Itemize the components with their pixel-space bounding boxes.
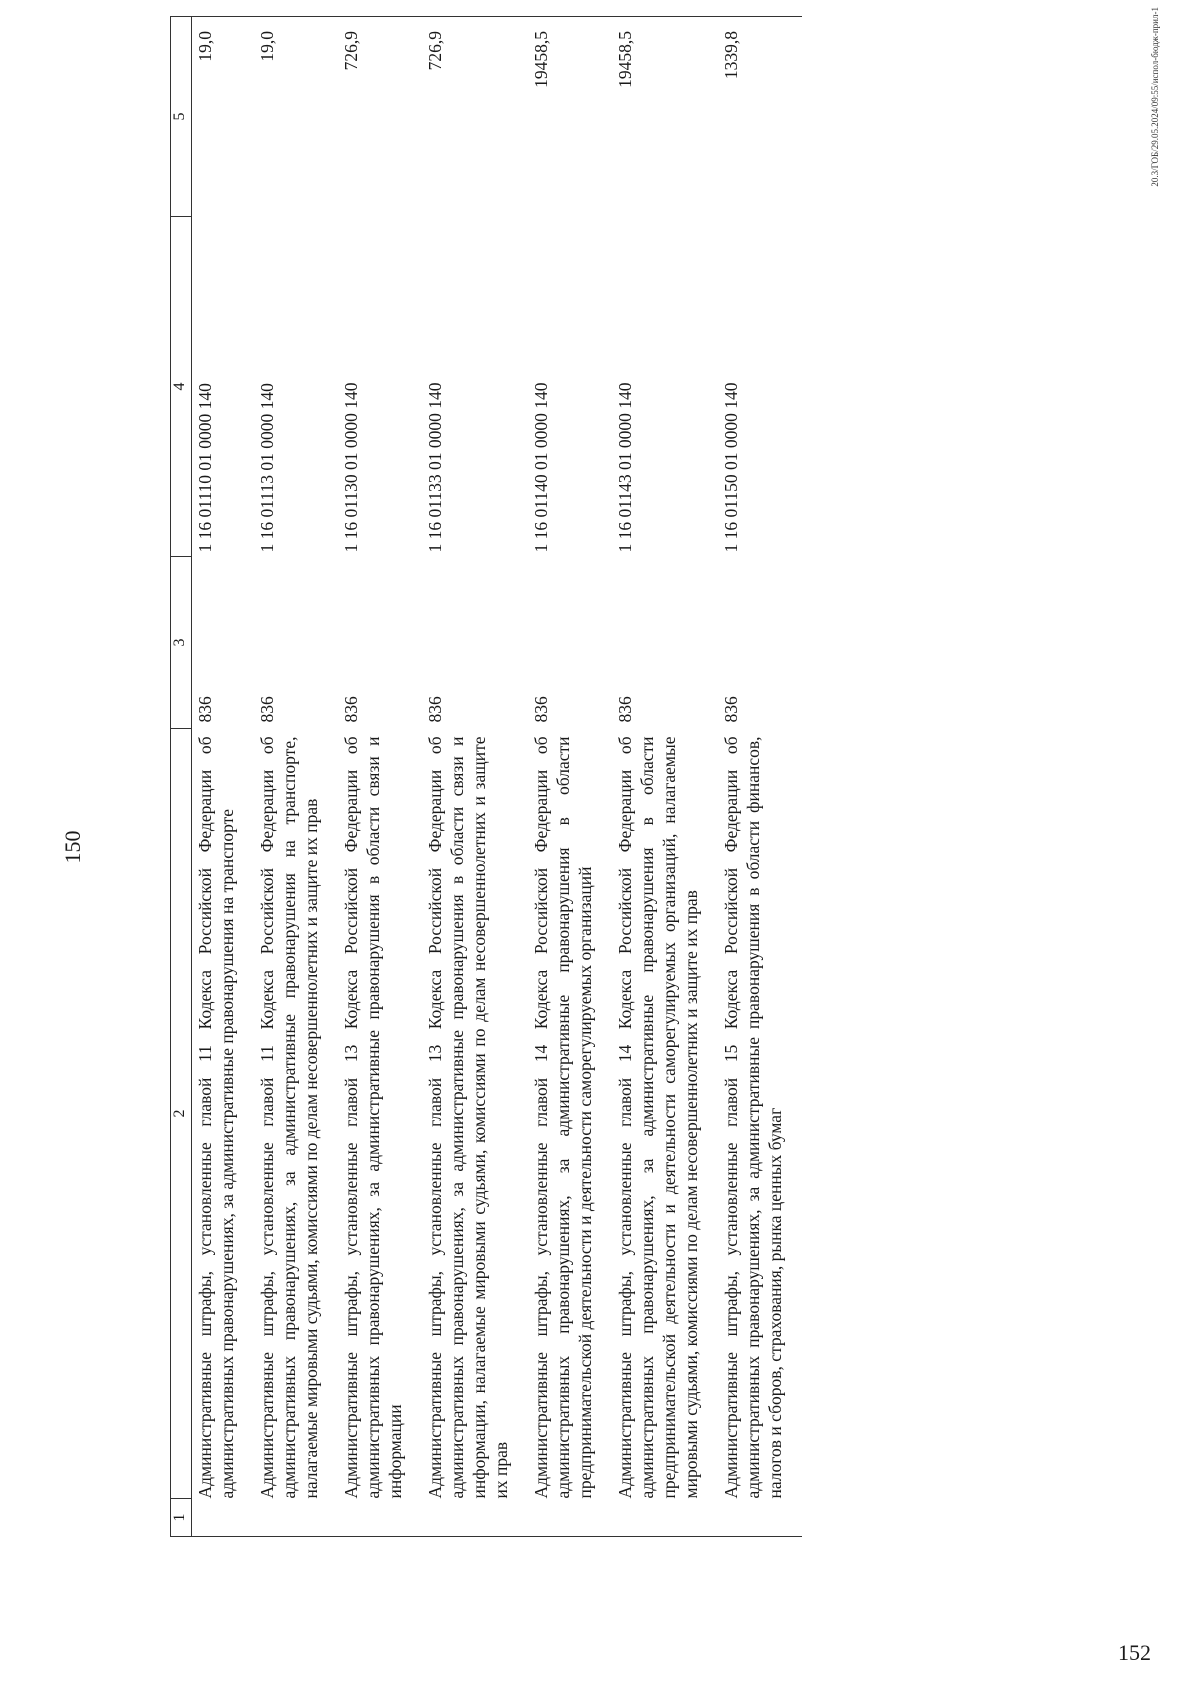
cell-description: Административные штрафы, установленные главой 15 Кодекса Российской Федерации об административных правонарушениях, за административные правонарушения в области финансов, налогов и сборов, страхования, рынка ценных бумаг bbox=[721, 736, 785, 1499]
cell-index bbox=[338, 1499, 422, 1537]
cell-amount: 19458,5 bbox=[612, 17, 718, 217]
page-number: 150 bbox=[60, 830, 85, 864]
cell-index bbox=[612, 1499, 718, 1537]
cell-index bbox=[718, 1499, 802, 1537]
table-row bbox=[612, 17, 718, 1537]
cell-amount: 19,0 bbox=[254, 17, 338, 217]
cell-description: Административные штрафы, установленные главой 14 Кодекса Российской Федерации об административных правонарушениях, за административные правонарушения в области предпринимательской деятельности и деятельности саморегулируемых организаций bbox=[531, 736, 595, 1499]
table-row bbox=[718, 17, 802, 1537]
cell-classification-code: 1 16 01110 01 0000 140 bbox=[195, 383, 215, 553]
cell-index bbox=[422, 1499, 528, 1537]
cell-classification-code: 1 16 01150 01 0000 140 bbox=[721, 382, 741, 553]
cell-admin-code: 836 bbox=[615, 696, 635, 723]
cell-classification-code: 1 16 01113 01 0000 140 bbox=[257, 383, 277, 553]
cell-admin-code: 836 bbox=[425, 696, 445, 723]
cell-classification-code: 1 16 01143 01 0000 140 bbox=[615, 382, 635, 553]
scan-page-number: 152 bbox=[1118, 1640, 1151, 1665]
cell-admin-code: 836 bbox=[257, 696, 277, 723]
header-col-5: 5 bbox=[171, 17, 192, 217]
document-footer-code: 20.3/ГОБ/29.05.2024/09:55/испол-бюдж-прил-1 bbox=[1150, 7, 1160, 187]
cell-description: Административные штрафы, установленные главой 11 Кодекса Российской Федерации об административных правонарушениях, за административные правонарушения на транспорте, налагаемые мировыми судьями, комиссиями по делам несовершеннолетних и защите их прав bbox=[257, 736, 321, 1499]
cell-description: Административные штрафы, установленные главой 13 Кодекса Российской Федерации об административных правонарушениях, за административные правонарушения в области связи и информации bbox=[341, 736, 405, 1499]
cell-classification-code: 1 16 01140 01 0000 140 bbox=[531, 382, 551, 553]
cell-admin-code: 836 bbox=[195, 696, 215, 723]
table-row bbox=[338, 17, 422, 1537]
cell-amount: 726,9 bbox=[338, 17, 422, 217]
cell-classification-code: 1 16 01130 01 0000 140 bbox=[341, 382, 361, 553]
cell-description: Административные штрафы, установленные главой 13 Кодекса Российской Федерации об административных правонарушениях, за административные правонарушения в области связи и информации, налагаемые мировыми судьями, комиссиями по делам несовершеннолетних и защите их прав bbox=[425, 736, 511, 1499]
cell-admin-code: 836 bbox=[721, 696, 741, 723]
header-col-4: 4 bbox=[171, 217, 192, 557]
cell-description: Административные штрафы, установленные главой 11 Кодекса Российской Федерации об административных правонарушениях, за административные правонарушения на транспорте bbox=[195, 736, 237, 1499]
table-row bbox=[254, 17, 338, 1537]
cell-index bbox=[528, 1499, 612, 1537]
cell-amount: 1339,8 bbox=[718, 17, 802, 217]
cell-admin-code: 836 bbox=[341, 696, 361, 723]
cell-classification-code: 1 16 01133 01 0000 140 bbox=[425, 382, 445, 553]
header-col-3: 3 bbox=[171, 557, 192, 729]
cell-index bbox=[254, 1499, 338, 1537]
cell-amount: 726,9 bbox=[422, 17, 528, 217]
cell-index bbox=[192, 1499, 255, 1537]
cell-amount: 19,0 bbox=[192, 17, 255, 217]
table-row bbox=[422, 17, 528, 1537]
cell-amount: 19458,5 bbox=[528, 17, 612, 217]
table-row bbox=[528, 17, 612, 1537]
header-col-2: 2 bbox=[171, 729, 192, 1499]
table-header-row bbox=[171, 17, 192, 1537]
header-col-1: 1 bbox=[171, 1499, 192, 1537]
cell-admin-code: 836 bbox=[531, 696, 551, 723]
revenue-table bbox=[170, 16, 802, 1537]
cell-description: Административные штрафы, установленные главой 14 Кодекса Российской Федерации об административных правонарушениях, за административные правонарушения в области предпринимательской деятельности и деятельности саморегулируемых организаций, налагаемые мировыми судьями, комиссиями по делам несовершеннолетних и защите их прав bbox=[615, 736, 701, 1499]
table-row bbox=[192, 17, 255, 1537]
